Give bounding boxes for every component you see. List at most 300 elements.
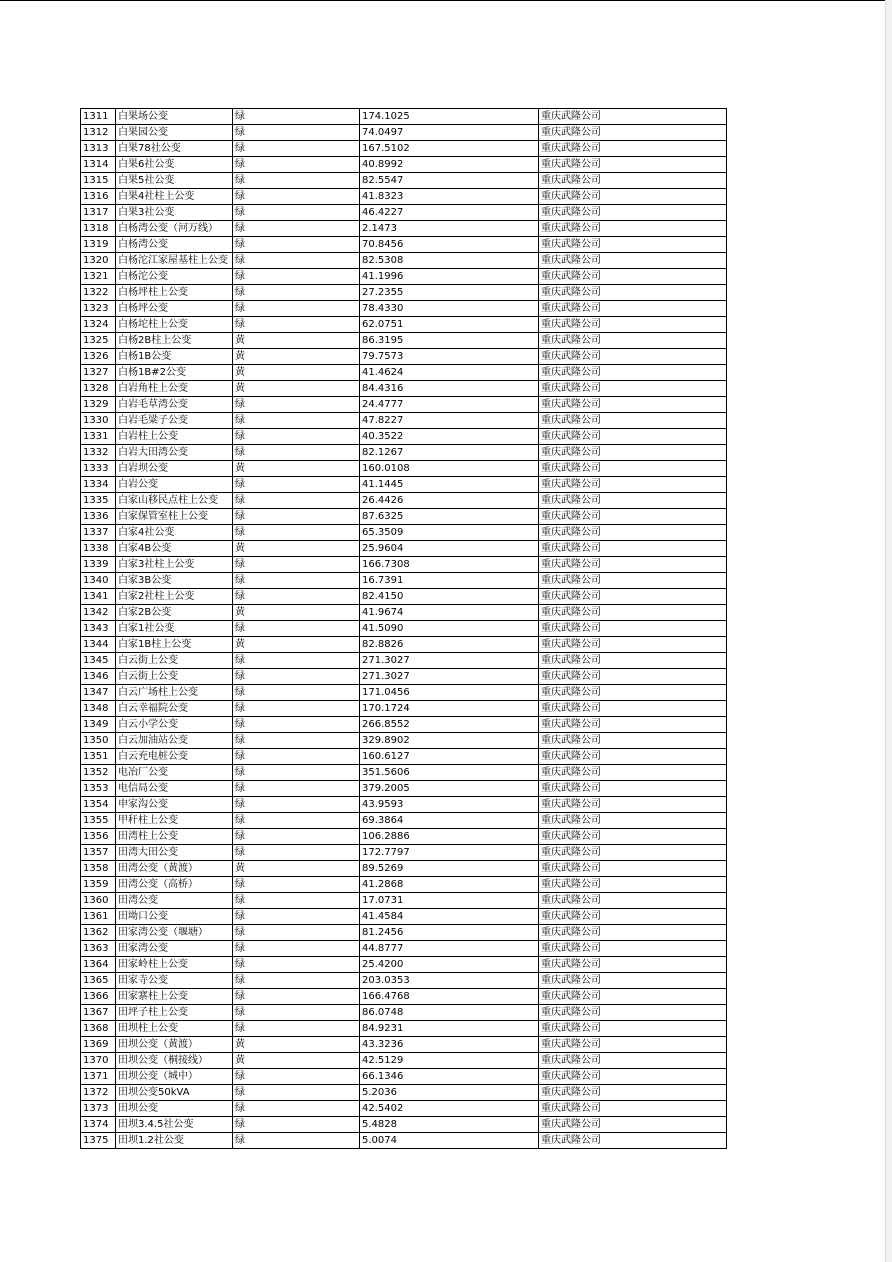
company-cell: 重庆武隆公司 — [539, 1021, 727, 1037]
station-name-cell: 白云街上公变 — [116, 653, 233, 669]
row-number-cell: 1341 — [81, 589, 116, 605]
status-cell: 绿 — [233, 701, 360, 717]
scrollbar-strip[interactable] — [885, 0, 892, 1262]
value-cell: 46.4227 — [360, 205, 539, 221]
station-name-cell: 田坝公变（桐接线） — [116, 1053, 233, 1069]
row-number-cell: 1350 — [81, 733, 116, 749]
station-name-cell: 白云加油站公变 — [116, 733, 233, 749]
company-cell: 重庆武隆公司 — [539, 621, 727, 637]
company-cell: 重庆武隆公司 — [539, 509, 727, 525]
station-name-cell: 田坝公变 — [116, 1101, 233, 1117]
value-cell: 84.4316 — [360, 381, 539, 397]
station-name-cell: 白果6社公变 — [116, 157, 233, 173]
table-row — [81, 621, 727, 637]
value-cell: 41.1445 — [360, 477, 539, 493]
status-cell: 黄 — [233, 461, 360, 477]
station-name-cell: 白杨湾公变 — [116, 237, 233, 253]
station-name-cell: 电冶厂公变 — [116, 765, 233, 781]
company-cell: 重庆武隆公司 — [539, 925, 727, 941]
table-row — [81, 717, 727, 733]
data-table — [80, 108, 727, 1149]
station-name-cell: 白杨1B公变 — [116, 349, 233, 365]
station-name-cell: 白杨坪公变 — [116, 301, 233, 317]
status-cell: 绿 — [233, 573, 360, 589]
status-cell: 绿 — [233, 669, 360, 685]
table-row — [81, 1021, 727, 1037]
station-name-cell: 白杨坪柱上公变 — [116, 285, 233, 301]
company-cell: 重庆武隆公司 — [539, 685, 727, 701]
row-number-cell: 1314 — [81, 157, 116, 173]
status-cell: 绿 — [233, 989, 360, 1005]
status-cell: 绿 — [233, 1069, 360, 1085]
station-name-cell: 白岩大田湾公变 — [116, 445, 233, 461]
table-row — [81, 173, 727, 189]
status-cell: 绿 — [233, 301, 360, 317]
station-name-cell: 田坝1.2社公变 — [116, 1133, 233, 1149]
station-name-cell: 白家3社柱上公变 — [116, 557, 233, 573]
company-cell: 重庆武隆公司 — [539, 173, 727, 189]
row-number-cell: 1357 — [81, 845, 116, 861]
status-cell: 绿 — [233, 733, 360, 749]
value-cell: 86.0748 — [360, 1005, 539, 1021]
table-row — [81, 925, 727, 941]
row-number-cell: 1337 — [81, 525, 116, 541]
status-cell: 黄 — [233, 1037, 360, 1053]
station-name-cell: 田湾大田公变 — [116, 845, 233, 861]
station-name-cell: 白云街上公变 — [116, 669, 233, 685]
status-cell: 绿 — [233, 125, 360, 141]
company-cell: 重庆武隆公司 — [539, 957, 727, 973]
status-cell: 黄 — [233, 637, 360, 653]
status-cell: 绿 — [233, 973, 360, 989]
row-number-cell: 1340 — [81, 573, 116, 589]
table-row — [81, 525, 727, 541]
table-row — [81, 1101, 727, 1117]
station-name-cell: 白云幸福院公变 — [116, 701, 233, 717]
table-row — [81, 1133, 727, 1149]
row-number-cell: 1353 — [81, 781, 116, 797]
company-cell: 重庆武隆公司 — [539, 237, 727, 253]
value-cell: 166.7308 — [360, 557, 539, 573]
station-name-cell: 白杨1B#2公变 — [116, 365, 233, 381]
table-row — [81, 1069, 727, 1085]
table-row — [81, 637, 727, 653]
value-cell: 171.0456 — [360, 685, 539, 701]
row-number-cell: 1339 — [81, 557, 116, 573]
company-cell: 重庆武隆公司 — [539, 829, 727, 845]
status-cell: 绿 — [233, 253, 360, 269]
status-cell: 绿 — [233, 909, 360, 925]
value-cell: 170.1724 — [360, 701, 539, 717]
station-name-cell: 甲秆柱上公变 — [116, 813, 233, 829]
status-cell: 绿 — [233, 589, 360, 605]
station-name-cell: 白果78社公变 — [116, 141, 233, 157]
row-number-cell: 1354 — [81, 797, 116, 813]
value-cell: 41.1996 — [360, 269, 539, 285]
status-cell: 绿 — [233, 957, 360, 973]
status-cell: 黄 — [233, 1053, 360, 1069]
station-name-cell: 白杨2B柱上公变 — [116, 333, 233, 349]
station-name-cell: 白岩柱上公变 — [116, 429, 233, 445]
status-cell: 绿 — [233, 685, 360, 701]
row-number-cell: 1312 — [81, 125, 116, 141]
company-cell: 重庆武隆公司 — [539, 605, 727, 621]
table-row — [81, 797, 727, 813]
company-cell: 重庆武隆公司 — [539, 749, 727, 765]
status-cell: 绿 — [233, 765, 360, 781]
company-cell: 重庆武隆公司 — [539, 973, 727, 989]
value-cell: 43.9593 — [360, 797, 539, 813]
table-row — [81, 573, 727, 589]
value-cell: 40.8992 — [360, 157, 539, 173]
value-cell: 41.9674 — [360, 605, 539, 621]
station-name-cell: 田家岭柱上公变 — [116, 957, 233, 973]
value-cell: 82.8826 — [360, 637, 539, 653]
row-number-cell: 1370 — [81, 1053, 116, 1069]
status-cell: 绿 — [233, 621, 360, 637]
status-cell: 绿 — [233, 109, 360, 125]
row-number-cell: 1331 — [81, 429, 116, 445]
status-cell: 绿 — [233, 493, 360, 509]
station-name-cell: 白杨坨柱上公变 — [116, 317, 233, 333]
company-cell: 重庆武隆公司 — [539, 221, 727, 237]
row-number-cell: 1343 — [81, 621, 116, 637]
status-cell: 绿 — [233, 797, 360, 813]
status-cell: 绿 — [233, 941, 360, 957]
table-row — [81, 253, 727, 269]
table-row — [81, 845, 727, 861]
row-number-cell: 1369 — [81, 1037, 116, 1053]
company-cell: 重庆武隆公司 — [539, 589, 727, 605]
company-cell: 重庆武隆公司 — [539, 541, 727, 557]
station-name-cell: 田坝3.4.5社公变 — [116, 1117, 233, 1133]
table-row — [81, 301, 727, 317]
table-row — [81, 1117, 727, 1133]
table-row — [81, 413, 727, 429]
row-number-cell: 1366 — [81, 989, 116, 1005]
status-cell: 绿 — [233, 1133, 360, 1149]
value-cell: 172.7797 — [360, 845, 539, 861]
value-cell: 27.2355 — [360, 285, 539, 301]
value-cell: 174.1025 — [360, 109, 539, 125]
station-name-cell: 田湾公变（黄渡） — [116, 861, 233, 877]
company-cell: 重庆武隆公司 — [539, 493, 727, 509]
table-row — [81, 157, 727, 173]
status-cell: 黄 — [233, 381, 360, 397]
value-cell: 41.5090 — [360, 621, 539, 637]
row-number-cell: 1336 — [81, 509, 116, 525]
value-cell: 17.0731 — [360, 893, 539, 909]
value-cell: 40.3522 — [360, 429, 539, 445]
value-cell: 79.7573 — [360, 349, 539, 365]
company-cell: 重庆武隆公司 — [539, 845, 727, 861]
table-row — [81, 269, 727, 285]
company-cell: 重庆武隆公司 — [539, 813, 727, 829]
table-row — [81, 189, 727, 205]
station-name-cell: 白岩角柱上公变 — [116, 381, 233, 397]
company-cell: 重庆武隆公司 — [539, 653, 727, 669]
row-number-cell: 1355 — [81, 813, 116, 829]
company-cell: 重庆武隆公司 — [539, 381, 727, 397]
row-number-cell: 1345 — [81, 653, 116, 669]
value-cell: 329.8902 — [360, 733, 539, 749]
row-number-cell: 1324 — [81, 317, 116, 333]
table-row — [81, 973, 727, 989]
status-cell: 绿 — [233, 877, 360, 893]
row-number-cell: 1311 — [81, 109, 116, 125]
table-row — [81, 109, 727, 125]
row-number-cell: 1321 — [81, 269, 116, 285]
company-cell: 重庆武隆公司 — [539, 1085, 727, 1101]
status-cell: 绿 — [233, 269, 360, 285]
company-cell: 重庆武隆公司 — [539, 637, 727, 653]
station-name-cell: 田坝公变50kVA — [116, 1085, 233, 1101]
status-cell: 绿 — [233, 1085, 360, 1101]
value-cell: 5.2036 — [360, 1085, 539, 1101]
row-number-cell: 1356 — [81, 829, 116, 845]
table-row — [81, 1005, 727, 1021]
table-row — [81, 877, 727, 893]
company-cell: 重庆武隆公司 — [539, 861, 727, 877]
row-number-cell: 1363 — [81, 941, 116, 957]
table-row — [81, 221, 727, 237]
value-cell: 160.6127 — [360, 749, 539, 765]
row-number-cell: 1344 — [81, 637, 116, 653]
table-row — [81, 893, 727, 909]
table-row — [81, 685, 727, 701]
table-row — [81, 541, 727, 557]
value-cell: 74.0497 — [360, 125, 539, 141]
station-name-cell: 白云广场柱上公变 — [116, 685, 233, 701]
row-number-cell: 1334 — [81, 477, 116, 493]
value-cell: 42.5402 — [360, 1101, 539, 1117]
station-name-cell: 白家山移民点柱上公变 — [116, 493, 233, 509]
station-name-cell: 白果5社公变 — [116, 173, 233, 189]
table-row — [81, 237, 727, 253]
status-cell: 黄 — [233, 333, 360, 349]
value-cell: 106.2886 — [360, 829, 539, 845]
station-name-cell: 田家湾公变 — [116, 941, 233, 957]
table-row — [81, 1053, 727, 1069]
status-cell: 绿 — [233, 925, 360, 941]
value-cell: 266.8552 — [360, 717, 539, 733]
status-cell: 绿 — [233, 477, 360, 493]
value-cell: 41.2868 — [360, 877, 539, 893]
row-number-cell: 1365 — [81, 973, 116, 989]
value-cell: 89.5269 — [360, 861, 539, 877]
value-cell: 66.1346 — [360, 1069, 539, 1085]
row-number-cell: 1372 — [81, 1085, 116, 1101]
table-row — [81, 1085, 727, 1101]
station-name-cell: 田湾柱上公变 — [116, 829, 233, 845]
row-number-cell: 1371 — [81, 1069, 116, 1085]
row-number-cell: 1342 — [81, 605, 116, 621]
value-cell: 41.8323 — [360, 189, 539, 205]
table-row — [81, 365, 727, 381]
status-cell: 绿 — [233, 141, 360, 157]
value-cell: 166.4768 — [360, 989, 539, 1005]
table-row — [81, 653, 727, 669]
value-cell: 16.7391 — [360, 573, 539, 589]
station-name-cell: 田湾公变（高桥） — [116, 877, 233, 893]
row-number-cell: 1328 — [81, 381, 116, 397]
row-number-cell: 1317 — [81, 205, 116, 221]
table-row — [81, 861, 727, 877]
station-name-cell: 田坝公变（城中） — [116, 1069, 233, 1085]
station-name-cell: 田坝公变（黄渡） — [116, 1037, 233, 1053]
status-cell: 绿 — [233, 1117, 360, 1133]
page-top-rule — [0, 0, 892, 1]
row-number-cell: 1347 — [81, 685, 116, 701]
row-number-cell: 1333 — [81, 461, 116, 477]
value-cell: 86.3195 — [360, 333, 539, 349]
status-cell: 黄 — [233, 605, 360, 621]
row-number-cell: 1323 — [81, 301, 116, 317]
station-name-cell: 白岩毛粱子公变 — [116, 413, 233, 429]
value-cell: 44.8777 — [360, 941, 539, 957]
status-cell: 绿 — [233, 205, 360, 221]
station-name-cell: 白家1社公变 — [116, 621, 233, 637]
row-number-cell: 1367 — [81, 1005, 116, 1021]
value-cell: 82.1267 — [360, 445, 539, 461]
company-cell: 重庆武隆公司 — [539, 1101, 727, 1117]
station-name-cell: 白杨沱公变 — [116, 269, 233, 285]
status-cell: 黄 — [233, 541, 360, 557]
station-name-cell: 田坪子柱上公变 — [116, 1005, 233, 1021]
row-number-cell: 1313 — [81, 141, 116, 157]
row-number-cell: 1332 — [81, 445, 116, 461]
status-cell: 绿 — [233, 317, 360, 333]
company-cell: 重庆武隆公司 — [539, 557, 727, 573]
status-cell: 绿 — [233, 845, 360, 861]
row-number-cell: 1375 — [81, 1133, 116, 1149]
value-cell: 69.3864 — [360, 813, 539, 829]
row-number-cell: 1322 — [81, 285, 116, 301]
station-name-cell: 田湾公变 — [116, 893, 233, 909]
status-cell: 绿 — [233, 653, 360, 669]
table-row — [81, 829, 727, 845]
company-cell: 重庆武隆公司 — [539, 573, 727, 589]
station-name-cell: 白果场公变 — [116, 109, 233, 125]
row-number-cell: 1374 — [81, 1117, 116, 1133]
table-row — [81, 317, 727, 333]
table-row — [81, 477, 727, 493]
company-cell: 重庆武隆公司 — [539, 701, 727, 717]
status-cell: 绿 — [233, 173, 360, 189]
company-cell: 重庆武隆公司 — [539, 781, 727, 797]
table-body — [81, 109, 727, 1149]
company-cell: 重庆武隆公司 — [539, 477, 727, 493]
table-row — [81, 141, 727, 157]
value-cell: 41.4584 — [360, 909, 539, 925]
status-cell: 绿 — [233, 221, 360, 237]
station-name-cell: 电信局公变 — [116, 781, 233, 797]
value-cell: 82.5308 — [360, 253, 539, 269]
table-row — [81, 749, 727, 765]
value-cell: 82.5547 — [360, 173, 539, 189]
company-cell: 重庆武隆公司 — [539, 1053, 727, 1069]
row-number-cell: 1329 — [81, 397, 116, 413]
company-cell: 重庆武隆公司 — [539, 1037, 727, 1053]
station-name-cell: 白岩毛草湾公变 — [116, 397, 233, 413]
table-row — [81, 557, 727, 573]
value-cell: 5.0074 — [360, 1133, 539, 1149]
status-cell: 绿 — [233, 893, 360, 909]
station-name-cell: 白果4社柱上公变 — [116, 189, 233, 205]
company-cell: 重庆武隆公司 — [539, 1133, 727, 1149]
row-number-cell: 1364 — [81, 957, 116, 973]
table-row — [81, 957, 727, 973]
value-cell: 84.9231 — [360, 1021, 539, 1037]
company-cell: 重庆武隆公司 — [539, 301, 727, 317]
table-row — [81, 765, 727, 781]
row-number-cell: 1358 — [81, 861, 116, 877]
company-cell: 重庆武隆公司 — [539, 125, 727, 141]
status-cell: 绿 — [233, 509, 360, 525]
station-name-cell: 白岩公变 — [116, 477, 233, 493]
company-cell: 重庆武隆公司 — [539, 989, 727, 1005]
table-row — [81, 397, 727, 413]
status-cell: 绿 — [233, 445, 360, 461]
status-cell: 黄 — [233, 365, 360, 381]
company-cell: 重庆武隆公司 — [539, 1005, 727, 1021]
row-number-cell: 1349 — [81, 717, 116, 733]
status-cell: 黄 — [233, 861, 360, 877]
station-name-cell: 白果园公变 — [116, 125, 233, 141]
company-cell: 重庆武隆公司 — [539, 365, 727, 381]
value-cell: 351.5606 — [360, 765, 539, 781]
value-cell: 70.8456 — [360, 237, 539, 253]
station-name-cell: 白云小学公变 — [116, 717, 233, 733]
value-cell: 47.8227 — [360, 413, 539, 429]
company-cell: 重庆武隆公司 — [539, 189, 727, 205]
value-cell: 24.4777 — [360, 397, 539, 413]
status-cell: 绿 — [233, 557, 360, 573]
station-name-cell: 白家保管室柱上公变 — [116, 509, 233, 525]
station-name-cell: 白家3B公变 — [116, 573, 233, 589]
status-cell: 绿 — [233, 413, 360, 429]
company-cell: 重庆武隆公司 — [539, 333, 727, 349]
table-row — [81, 349, 727, 365]
company-cell: 重庆武隆公司 — [539, 141, 727, 157]
row-number-cell: 1348 — [81, 701, 116, 717]
company-cell: 重庆武隆公司 — [539, 893, 727, 909]
company-cell: 重庆武隆公司 — [539, 109, 727, 125]
company-cell: 重庆武隆公司 — [539, 253, 727, 269]
row-number-cell: 1346 — [81, 669, 116, 685]
station-name-cell: 田家湾公变（堰塘） — [116, 925, 233, 941]
value-cell: 160.0108 — [360, 461, 539, 477]
table-row — [81, 125, 727, 141]
value-cell: 167.5102 — [360, 141, 539, 157]
value-cell: 42.5129 — [360, 1053, 539, 1069]
value-cell: 26.4426 — [360, 493, 539, 509]
status-cell: 绿 — [233, 285, 360, 301]
company-cell: 重庆武隆公司 — [539, 717, 727, 733]
station-name-cell: 白果3社公变 — [116, 205, 233, 221]
table-row — [81, 429, 727, 445]
table-row — [81, 205, 727, 221]
value-cell: 81.2456 — [360, 925, 539, 941]
table-row — [81, 989, 727, 1005]
company-cell: 重庆武隆公司 — [539, 1117, 727, 1133]
table-row — [81, 381, 727, 397]
table-row — [81, 669, 727, 685]
company-cell: 重庆武隆公司 — [539, 877, 727, 893]
table-row — [81, 813, 727, 829]
station-name-cell: 申家沟公变 — [116, 797, 233, 813]
station-name-cell: 白家2社柱上公变 — [116, 589, 233, 605]
